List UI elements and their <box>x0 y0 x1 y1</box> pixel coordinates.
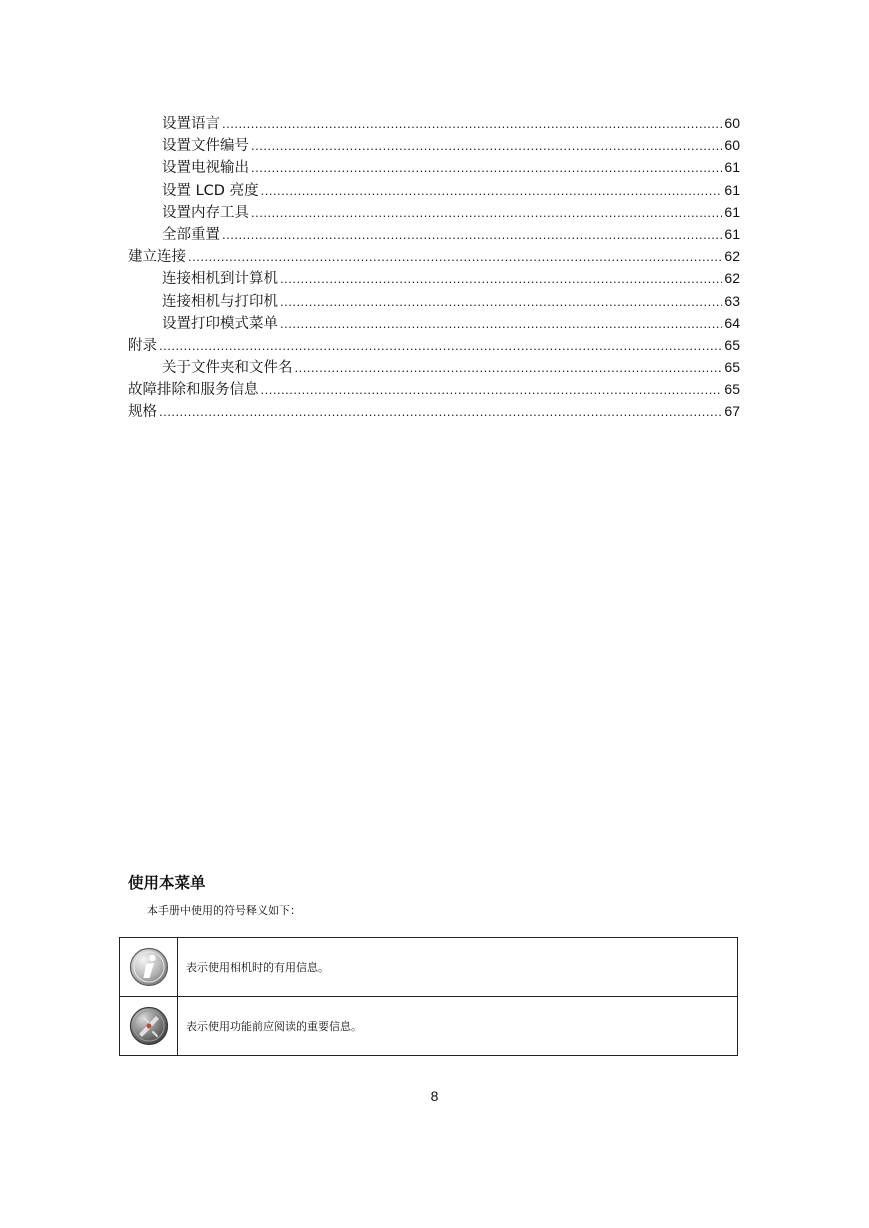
symbol-description: 表示使用功能前应阅读的重要信息。 <box>178 997 738 1056</box>
toc-leader-dots <box>251 157 722 179</box>
toc-entry-page: 61 <box>724 181 740 198</box>
toc-leader-dots <box>251 135 722 157</box>
toc-entry-label: 设置电视输出 <box>162 160 249 177</box>
toc-entry[interactable] <box>128 179 740 201</box>
toc-leader-dots <box>159 401 722 423</box>
symbol-legend-table <box>119 937 738 1056</box>
toc-entry-label: 故障排除和服务信息 <box>128 382 259 399</box>
symbol-icon-cell <box>120 997 178 1056</box>
toc-entry[interactable] <box>128 400 740 422</box>
toc-entry-label: 设置文件编号 <box>162 138 249 155</box>
info-icon <box>129 947 169 987</box>
toc-leader-dots <box>222 224 722 246</box>
toc-leader-dots <box>261 379 723 401</box>
toc-entry-label: 全部重置 <box>162 226 220 243</box>
toc-entry[interactable] <box>128 245 740 267</box>
toc-entry-page: 60 <box>724 137 740 154</box>
table-row <box>120 997 738 1056</box>
toc-entry[interactable] <box>128 223 740 245</box>
page-number: 8 <box>430 1088 439 1104</box>
toc-entry-page: 62 <box>724 270 740 287</box>
toc-entry-page: 63 <box>724 292 740 309</box>
table-row <box>120 938 738 997</box>
toc-entry-page: 60 <box>724 115 740 131</box>
toc-leader-dots <box>251 202 722 224</box>
table-of-contents <box>128 112 740 423</box>
toc-entry-label: 建立连接 <box>128 249 186 266</box>
toc-leader-dots <box>280 313 722 335</box>
toc-leader-dots <box>295 357 723 379</box>
toc-entry-page: 65 <box>724 359 740 376</box>
toc-leader-dots <box>188 246 722 268</box>
toc-entry[interactable] <box>128 312 740 334</box>
toc-entry[interactable] <box>128 378 740 400</box>
toc-entry-page: 61 <box>724 225 740 242</box>
caution-icon <box>129 1006 169 1046</box>
toc-entry[interactable] <box>128 112 740 134</box>
toc-entry[interactable] <box>128 156 740 178</box>
toc-entry[interactable] <box>128 201 740 223</box>
toc-leader-dots <box>280 268 722 290</box>
toc-entry-page: 62 <box>724 248 740 265</box>
toc-leader-dots <box>280 291 722 313</box>
toc-entry-label: 关于文件夹和文件名 <box>162 360 293 377</box>
toc-entry-label: 连接相机与打印机 <box>162 293 278 310</box>
section-title: 使用本菜单 <box>128 874 206 892</box>
toc-leader-dots <box>222 113 722 135</box>
toc-entry-page: 67 <box>724 403 740 420</box>
toc-entry-label: 连接相机到计算机 <box>162 271 278 288</box>
toc-entry[interactable] <box>128 267 740 289</box>
toc-entry-label: 设置内存工具 <box>162 204 249 221</box>
toc-entry[interactable] <box>128 334 740 356</box>
toc-entry-page: 64 <box>724 314 740 331</box>
symbol-description: 表示使用相机时的有用信息。 <box>178 938 738 997</box>
toc-entry[interactable] <box>128 356 740 378</box>
toc-entry-label: 规格 <box>128 404 157 421</box>
toc-entry-label: 设置 LCD 亮度 <box>162 182 259 199</box>
toc-entry-page: 65 <box>724 381 740 398</box>
symbol-icon-cell <box>120 938 178 997</box>
toc-entry[interactable] <box>128 290 740 312</box>
toc-entry-page: 61 <box>724 159 740 176</box>
toc-leader-dots <box>159 335 722 357</box>
toc-leader-dots <box>261 180 723 202</box>
toc-entry-page: 61 <box>724 203 740 220</box>
toc-entry-page: 65 <box>724 336 740 353</box>
toc-entry-label: 附录 <box>128 337 157 354</box>
intro-text: 本手册中使用的符号释义如下： <box>147 904 301 917</box>
toc-entry[interactable] <box>128 134 740 156</box>
toc-entry-label: 设置打印模式菜单 <box>162 315 278 332</box>
toc-entry-label: 设置语言 <box>162 116 220 132</box>
